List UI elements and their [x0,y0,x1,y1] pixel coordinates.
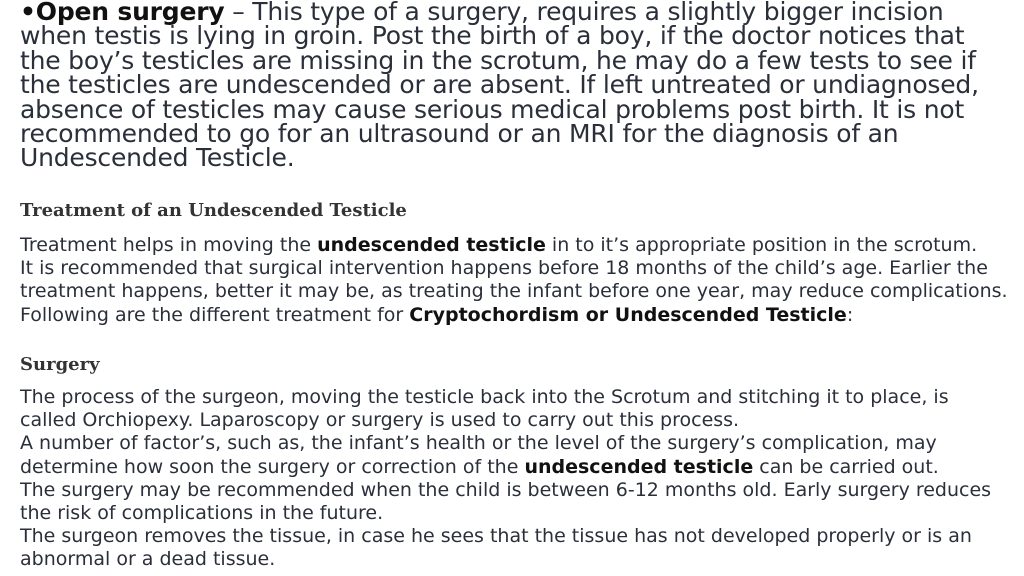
treatment-heading: Treatment of an Undescended Testicle [20,200,407,221]
text-run: in to it’s appropriate position in the scrotum. [545,234,978,256]
open-surgery-text: – This type of a surgery, requires a slightly bigger incision when testis is lying in groin. Post the birth of a boy, if the doctor notices that the boy’s testicles are missing in the scrotum, he may do a few tests to see if the testicles are undescended or are absent. If left untreated or undiagnosed, absence of testicles may cause serious medical problems post birth. It is not recommended to go for an ultrasound or an MRI for the diagnosis of an Undescended Testicle. [20,0,979,173]
bullet: • [20,0,36,26]
bold-term: Cryptochordism or Undescended Testicle [409,303,847,326]
treatment-paragraph-3 [20,304,1010,327]
surgery-heading: Surgery [20,354,100,375]
bold-term: undescended testicle [317,234,546,256]
text-run: Treatment helps in moving the [20,234,318,256]
surgery-section [20,386,1010,572]
open-surgery-paragraph [20,0,1010,171]
open-surgery-term: Open surgery [35,0,225,26]
treatment-paragraph-2: It is recommended that surgical intervention happens before 18 months of the child’s age. Earlier the treatment happens, better it may be, as treating the infant before one year, may reduce complications. [20,257,1008,303]
intro-paragraph [20,0,1010,171]
text-run: A number of factor’s, such as, the infant’s health or the level of the surgery’s complication, may determine how soon the surgery or correction of the [20,432,937,478]
text-run: can be carried out. [753,455,939,478]
bold-term: undescended testicle [524,455,754,478]
surgery-paragraph-4: The surgeon removes the tissue, in case he sees that the tissue has not developed properly or is an abnormal or a dead tissue. [20,525,972,571]
surgery-paragraph-1: The process of the surgeon, moving the testicle back into the Scrotum and stitching it to place, is called Orchiopexy. Laparoscopy or surgery is used to carry out this process. [20,386,949,432]
surgery-paragraph-2 [20,432,1010,478]
treatment-section [20,234,1010,327]
text-run: Following are the different treatment for [20,303,410,326]
treatment-paragraph-1 [20,234,1010,257]
text-run: : [846,303,854,326]
surgery-paragraph-3: The surgery may be recommended when the child is between 6-12 months old. Early surgery reduces the risk of complications in the future. [20,478,992,525]
